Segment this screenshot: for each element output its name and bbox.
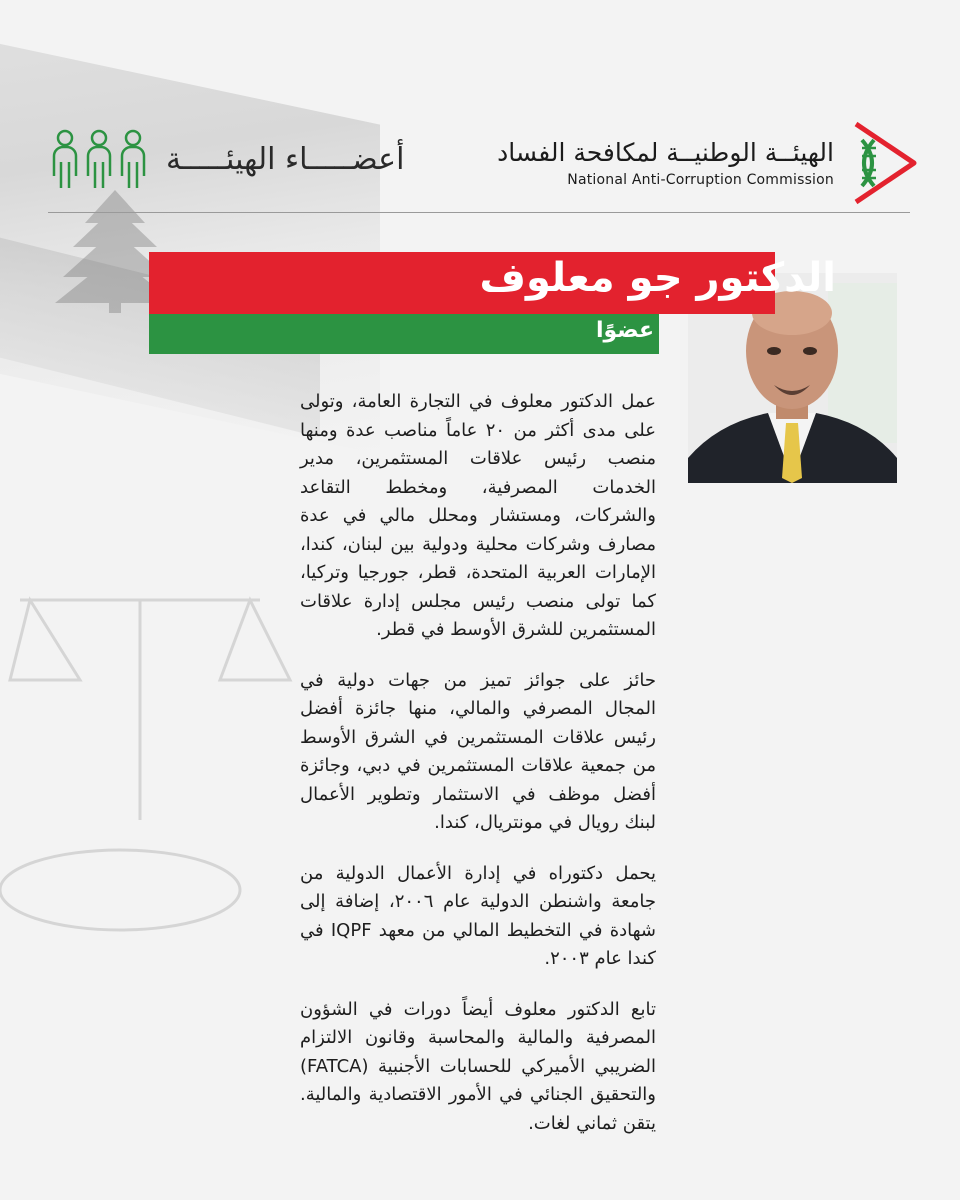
- header-divider: [48, 212, 910, 213]
- member-biography: [300, 388, 656, 1160]
- organization-logo: [497, 120, 920, 206]
- bio-paragraph-training: تابع الدكتور معلوف أيضاً دورات في الشؤون المصرفية والمالية والمحاسبة وقانون الالتزام الضريبي الأميركي للحسابات الأجنبية (FATCA) والتحقيق الجنائي في الأمور الاقتصادية والمالية. يتقن ثماني لغات.: [300, 998, 656, 1134]
- bio-paragraph-awards: حائز على جوائز تميز من جهات دولية في المجال المصرفي والمالي، منها جائزة أفضل رئيس علاقات المستثمرين في الشرق الأوسط من جمعية علاقات المستثمرين في دبي، وجائزة أفضل موظف في الاستثمار وتطوير الأعمال لبنك رويال في مونتريال، كندا.: [300, 669, 656, 833]
- bio-paragraph-career: عمل الدكتور معلوف في التجارة العامة، وتولى على مدى أكثر من ٢٠ عاماً مناصب عدة ومنها منصب رئيس علاقات المستثمرين، مدير الخدمات المصرفية، ومخطط التقاعد والشركات، ومستشار ومحلل مالي في عدة مصارف وشركات محلية ودولية بين لبنان، كندا، الإمارات العربية المتحدة، قطر، جورجيا وتركيا، كما تولى منصب رئيس مجلس إدارة علاقات المستثمرين للشرق الأوسط في قطر.: [300, 391, 656, 640]
- background-scale-of-justice: [0, 560, 300, 980]
- logo-text: [497, 138, 834, 188]
- section-title: أعضـــــاء الهيئـــــة: [166, 141, 405, 177]
- members-group-icon: [50, 128, 148, 190]
- role-banner: [149, 314, 659, 354]
- bio-paragraph-education: يحمل دكتوراه في إدارة الأعمال الدولية من جامعة واشنطن الدولية عام ٢٠٠٦، إضافة إلى شهادة في التخطيط المالي من معهد IQPF في كندا عام ٢٠٠٣.: [300, 862, 656, 969]
- nacc-logo-mark-icon: [848, 120, 920, 206]
- member-name: الدكتور جو معلوف: [479, 255, 836, 301]
- logo-name-english: National Anti-Corruption Commission: [567, 172, 834, 188]
- member-role: عضوًا: [595, 318, 654, 343]
- logo-name-arabic: الهيئــة الوطنيــة لمكافحة الفساد: [497, 138, 834, 167]
- section-header: [50, 128, 404, 190]
